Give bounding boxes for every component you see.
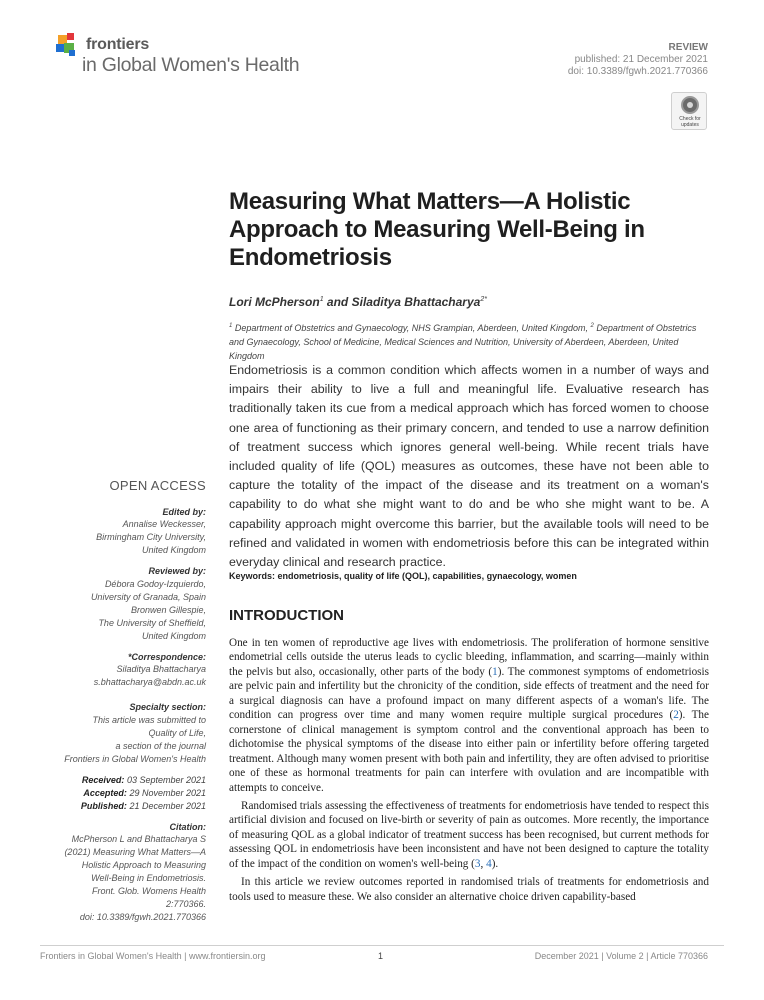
reference-link[interactable]: 1 [492, 665, 498, 678]
accepted-value: 29 November 2021 [129, 787, 206, 798]
affil-text: Department of Obstetrics and Gynaecology, School of Medicine, Medical Sciences and Nutrition, University of Aberdeen, Aberdeen, United Kingdom [229, 323, 697, 361]
check-updates-label: Check for updates [679, 116, 701, 128]
author-affil-sup: 2* [480, 296, 487, 303]
reviewer-line: Débora Godoy-Izquierdo, [104, 578, 206, 589]
reviewer-line: United Kingdom [141, 630, 206, 641]
correspondence-label: *Correspondence: [127, 651, 206, 662]
footer-journal-link[interactable]: Frontiers in Global Women's Health | www.frontiersin.org [40, 951, 266, 961]
doi[interactable]: doi: 10.3389/fgwh.2021.770366 [567, 66, 708, 77]
citation-doi[interactable]: doi: 10.3389/fgwh.2021.770366 [79, 912, 206, 923]
article-info-sidebar [40, 478, 206, 924]
author-name[interactable]: Lori McPherson [229, 295, 320, 309]
affil-sup: 2 [590, 323, 594, 329]
affiliations [229, 319, 709, 363]
accepted-label: Accepted: [83, 787, 127, 798]
paragraph-text: ). The cornerstone of clinical management is symptom control and the conventional approach has been to dichotomise the physical symptoms of the disease into either pain or infertility before offering targeted treatment. Although many women present with both pain and infertility, they are often advised to prioritise one of these as hormonal treatments for pain can interfere with ovulation and are incompatible with attempts to conceive. [229, 709, 709, 794]
specialty-line: a section of the journal [115, 740, 206, 751]
published-label: Published: [80, 800, 127, 811]
paragraph-text: One in ten women of reproductive age lives with endometriosis. The proliferation of hormone sensitive endometrial cells outside the uterus leads to cyclic bleeding, inflammation, and scarring—mainly within the pelvis but also, occasionally, other parts of the body ( [229, 637, 709, 678]
editor-line: United Kingdom [141, 545, 206, 556]
footer-issue-info: December 2021 | Volume 2 | Article 770366 [534, 951, 708, 961]
abstract: Endometriosis is a common condition which affects women in a number of ways and impairs their ability to live a full and meaningful life. Evaluative research has traditionally taken its cue from a medical approach which has forced women to choose one area of functioning as their primary concern, and tended to use a narrow definition of treatment success which ignores general well-being. While recent trials have included quality of life (QOL) measures as outcomes, these have not been able to capture the totality of the impact of the disease and its treatment on a woman's capability to do what she might want to do and be who she might want to be. A capability approach might overcome this barrier, but the available tools will need to be refined and validated in women with endometriosis before this can be integrated within everyday clinical and research practice. [229, 363, 709, 570]
keywords-label: Keywords: [229, 571, 276, 581]
check-updates-icon [681, 96, 699, 114]
author-conjunction: and [323, 295, 352, 309]
footer-divider [40, 945, 724, 946]
specialty-section-label: Specialty section: [129, 702, 206, 713]
citation-line: Well-Being in Endometriosis. [91, 873, 206, 884]
correspondence-name: Siladitya Bhattacharya [116, 664, 206, 675]
frontiers-logo-icon [56, 32, 82, 58]
body-text [229, 636, 709, 908]
citation-line: Holistic Approach to Measuring [81, 860, 206, 871]
author-name[interactable]: Siladitya Bhattacharya [351, 295, 481, 309]
correspondence-email[interactable]: s.bhattacharya@abdn.ac.uk [93, 677, 206, 688]
reference-link[interactable]: 3 [474, 857, 481, 870]
citation-label: Citation: [169, 821, 206, 832]
reviewer-line: The University of Sheffield, [98, 617, 206, 628]
paragraph [229, 875, 709, 904]
reference-link[interactable]: 4 [486, 857, 492, 870]
received-date [40, 774, 206, 787]
citation-line: 2:770366. [165, 899, 206, 910]
section-heading-introduction: INTRODUCTION [229, 607, 344, 624]
keywords-list: endometriosis, quality of life (QOL), capabilities, gynaecology, women [277, 571, 577, 581]
specialty-line: Frontiers in Global Women's Health [64, 753, 206, 764]
paragraph-text: ). [491, 857, 499, 870]
received-value: 03 September 2021 [126, 774, 206, 785]
citation-line: (2021) Measuring What Matters—A [64, 847, 206, 858]
reviewer-line: University of Granada, Spain [90, 591, 206, 602]
edited-by-label: Edited by: [162, 507, 206, 517]
citation-line: Front. Glob. Womens Health [91, 886, 206, 897]
author-affil-sup: 1 [319, 296, 324, 303]
paragraph [229, 799, 709, 871]
ref-separator: , [480, 857, 487, 870]
published-value: 21 December 2021 [129, 800, 206, 811]
paragraph-text: ). The commonest symptoms of endometriosis are pelvic pain and infertility but the chronicity of the condition, side effects of treatment and the need for a surgical diagnosis can have a profound impact on many different aspects of a woman's life. The condition can progress over time and many women require multiple surgical procedures ( [229, 665, 709, 722]
paragraph [229, 636, 709, 795]
editor-line: Annalise Weckesser, [122, 519, 206, 530]
affil-sup: 1 [229, 323, 233, 329]
specialty-line: Quality of Life, [148, 727, 206, 738]
reference-link[interactable]: 2 [673, 709, 679, 722]
editor-line: Birmingham City University, [96, 532, 206, 543]
author-list [229, 295, 487, 309]
check-for-updates-button[interactable] [671, 92, 707, 130]
specialty-line: This article was submitted to [92, 714, 206, 725]
affil-text: Department of Obstetrics and Gynaecology, NHS Grampian, Aberdeen, United Kingdom, [232, 323, 591, 333]
article-title: Measuring What Matters—A Holistic Approach to Measuring Well-Being in Endometriosis [229, 188, 645, 271]
published-date-sidebar [40, 800, 206, 813]
reviewer-line: Bronwen Gillespie, [130, 604, 206, 615]
article-type: REVIEW [668, 42, 708, 53]
published-date: published: 21 December 2021 [574, 54, 708, 65]
accepted-date [40, 787, 206, 800]
paragraph-text: Randomised trials assessing the effectiveness of treatments for endometriosis have tended to respect this artificial division and focused on live-birth or severity of pain as outcomes. More recently, the importance of measuring QOL as a global indicator of treatment success has been recognised, but current methods for assessing QOL in endometriosis have been inconsistent and have not been designed to capture the totality of the impact of the condition on women's well-being ( [229, 799, 709, 870]
brand-name: frontiers [86, 36, 150, 53]
keywords [229, 571, 709, 581]
reviewed-by-label: Reviewed by: [148, 566, 206, 577]
page-number: 1 [378, 951, 384, 961]
journal-name: in Global Women's Health [82, 54, 300, 76]
paragraph-text: In this article we review outcomes reported in randomised trials of treatments for endometriosis and tools used to measure these. We also consider an alternative choice driven capability-based [229, 876, 709, 903]
received-label: Received: [81, 774, 125, 785]
open-access-label: OPEN ACCESS [109, 478, 206, 493]
citation-line: McPherson L and Bhattacharya S [71, 834, 206, 845]
